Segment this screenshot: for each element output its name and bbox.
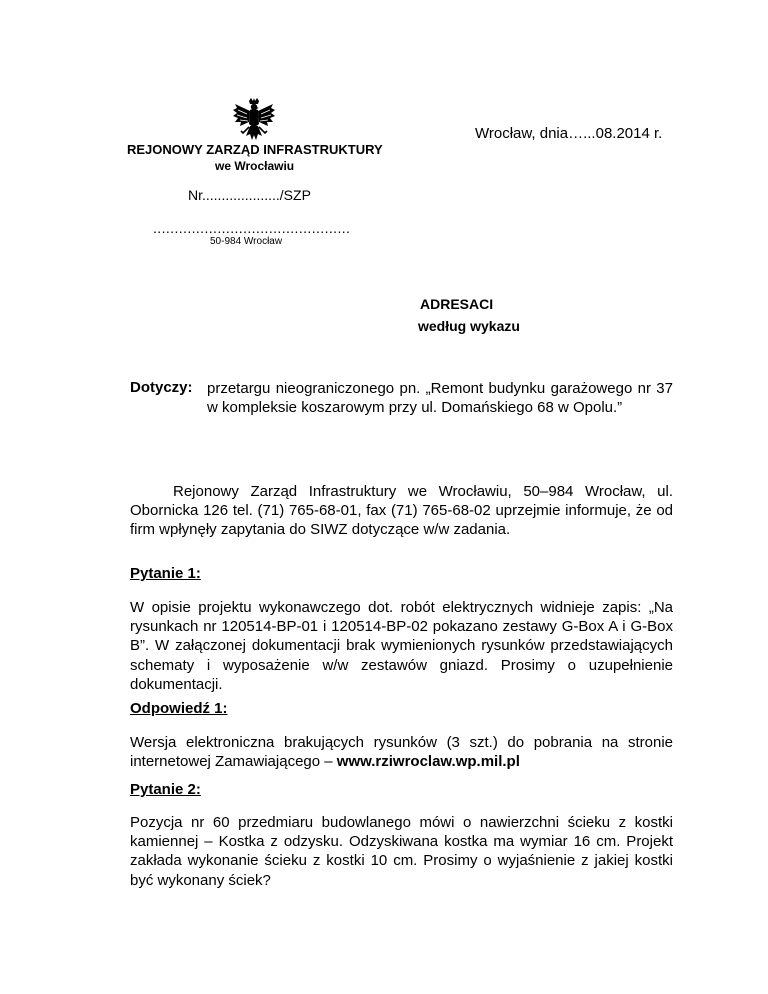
intro-paragraph: Rejonowy Zarząd Infrastruktury we Wrocławiu, 50–984 Wrocław, ul. Obornicka 126 tel. (71) 765-68-01, fax (71) 765-68-02 uprzejmie informuje, że od firm wpłynęły zapytania do SIWZ dotyczące w/w zadania.: [130, 483, 673, 539]
answer-1-heading: Odpowiedź 1:: [130, 700, 228, 717]
concerning-label: Dotyczy:: [130, 379, 193, 396]
reference-number: Nr..................../SZP: [188, 187, 311, 203]
answer-1-text: [130, 733, 673, 771]
polish-eagle-emblem-icon: [232, 98, 276, 144]
organization-city: we Wrocławiu: [215, 159, 295, 173]
website-link[interactable]: www.rziwroclaw.wp.mil.pl: [336, 753, 520, 771]
dotted-line: ..............................................: [153, 220, 351, 236]
organization-name: REJONOWY ZARZĄD INFRASTRUKTURY: [127, 142, 383, 157]
question-2-heading: Pytanie 2:: [130, 781, 201, 798]
question-2-text: Pozycja nr 60 przedmiaru budowlanego mówi o nawierzchni ścieku z kostki kamiennej – Kostka z odzysku. Odzyskiwana kostka ma wymiar 16 cm. Projekt zakłada wykonanie ścieku z kostki 10 cm. Prosimy o wyjaśnienie z jakiej kostki być wykonany ściek?: [130, 814, 673, 889]
addressees-subtitle: według wykazu: [418, 318, 520, 334]
question-1-text: W opisie projektu wykonawczego dot. robót elektrycznych widnieje zapis: „Na rysunkach nr 120514-BP-01 i 120514-BP-02 pokazano zestawy G-Box A i G-Box B”. W załączonej dokumentacji brak wymienionych rysunków przedstawiających schematy i wyposażenie w/w zestawów gniazd. Prosimy o uzupełnienie dokumentacji.: [130, 599, 673, 693]
concerning-text: przetargu nieograniczonego pn. „Remont budynku garażowego nr 37 w kompleksie koszarowym przy ul. Domańskiego 68 w Opolu.”: [207, 380, 673, 417]
postal-code: 50-984 Wrocław: [210, 236, 283, 247]
answer-1-body: Wersja elektroniczna brakujących rysunków (3 szt.) do pobrania na stronie internetowej Zamawiającego –: [130, 734, 673, 771]
place-date: Wrocław, dnia…...08.2014 r.: [475, 125, 663, 142]
question-1-heading: Pytanie 1:: [130, 565, 201, 582]
addressees-title: ADRESACI: [420, 296, 494, 312]
